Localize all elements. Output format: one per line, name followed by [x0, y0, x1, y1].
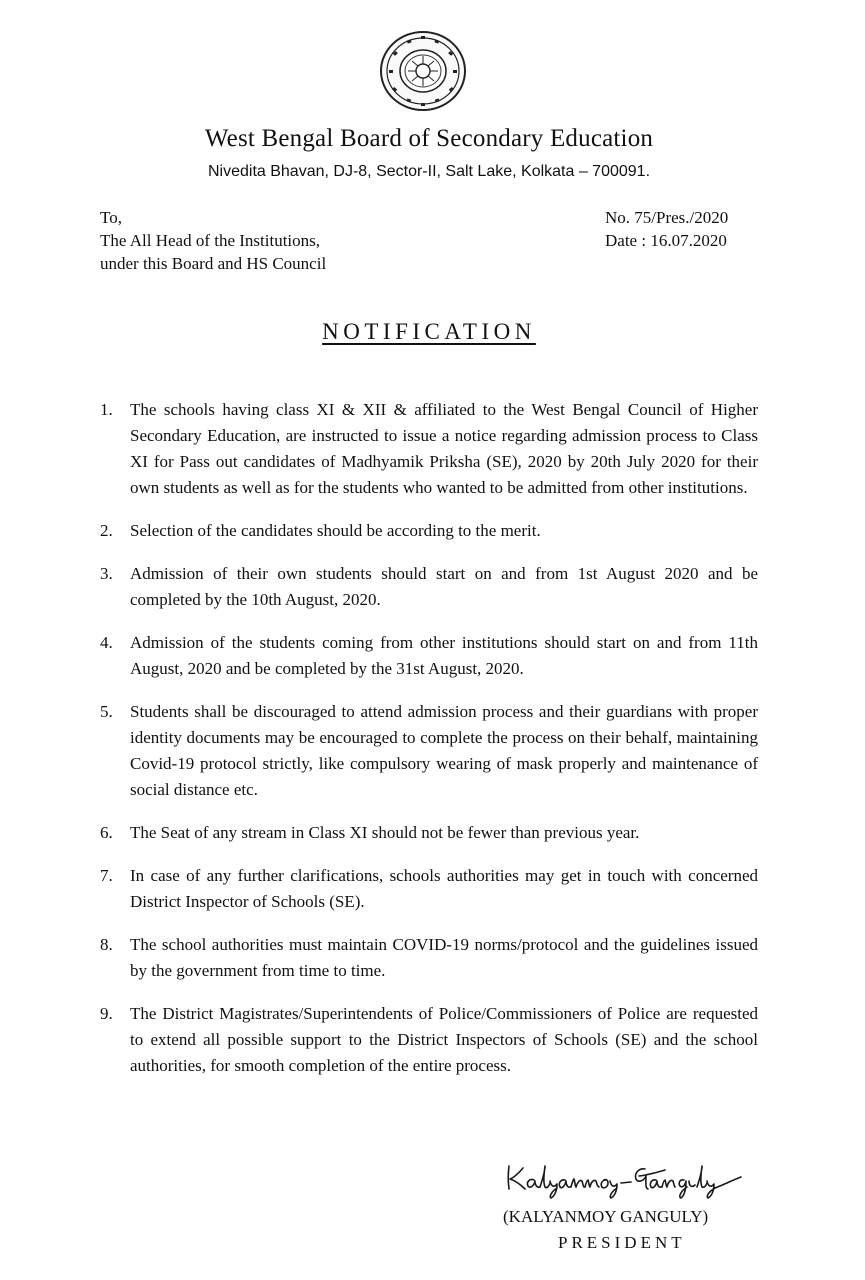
list-item [100, 518, 758, 544]
item-number: 9. [100, 1004, 113, 1023]
item-text: In case of any further clarifications, schools authorities may get in touch with concerned District Inspector of Schools (SE). [130, 866, 758, 911]
board-seal-icon [379, 30, 467, 112]
addressee-line: The All Head of the Institutions, [100, 231, 321, 250]
item-text: The District Magistrates/Superintendents of Police/Commissioners of Police are requested to extend all possible support to the District Inspectors of Schools (SE) and the school authorities, for smooth completion of the entire process. [130, 1004, 758, 1075]
addressee-line: under this Board and HS Council [100, 254, 327, 273]
item-text: Students shall be discouraged to attend admission process and their guardians with proper identity documents may be encouraged to complete the process on their behalf, maintaining Covid-19 protocol strictly, like compulsory wearing of mask properly and maintenance of social distance etc. [130, 702, 758, 799]
item-number: 8. [100, 935, 113, 954]
list-item [100, 932, 758, 984]
item-number: 4. [100, 633, 113, 652]
list-item [100, 397, 758, 501]
item-text: The Seat of any stream in Class XI should not be fewer than previous year. [130, 823, 640, 842]
item-text: The school authorities must maintain COVID-19 norms/protocol and the guidelines issued by the government from time to time. [130, 935, 758, 980]
organization-name: West Bengal Board of Secondary Education [204, 125, 654, 152]
item-text: Admission of their own students should start on and from 1st August 2020 and be completed by the 10th August, 2020. [130, 564, 758, 609]
list-item [100, 863, 758, 915]
signature-icon [503, 1158, 748, 1200]
list-item [100, 561, 758, 613]
signatory-name: (KALYANMOY GANGULY) [503, 1207, 709, 1226]
signatory-designation: PRESIDENT [558, 1233, 686, 1252]
notification-items [100, 397, 758, 1096]
addressee-block [100, 206, 326, 275]
item-number: 5. [100, 702, 113, 721]
list-item [100, 630, 758, 682]
addressee-line: To, [100, 208, 122, 227]
item-number: 3. [100, 564, 113, 583]
item-text: Selection of the candidates should be according to the merit. [130, 521, 541, 540]
notification-title: NOTIFICATION [322, 319, 536, 344]
organization-address: Nivedita Bhavan, DJ-8, Sector-II, Salt Lake, Kolkata – 700091. [207, 163, 651, 180]
list-item [100, 820, 758, 846]
reference-date: Date : 16.07.2020 [605, 231, 727, 250]
item-number: 6. [100, 823, 113, 842]
list-item [100, 699, 758, 803]
item-text: The schools having class XI & XII & affiliated to the West Bengal Council of Higher Secondary Education, are instructed to issue a notice regarding admission process to Class XI for Pass out candidates of Madhyamik Priksha (SE), 2020 by 20th July 2020 for their own students as well as for the students who wanted to be admitted from other institutions. [130, 400, 758, 497]
list-item [100, 1001, 758, 1079]
item-text: Admission of the students coming from other institutions should start on and from 11th August, 2020 and be completed by the 31st August, 2020. [130, 633, 758, 678]
item-number: 7. [100, 866, 113, 885]
item-number: 2. [100, 521, 113, 540]
reference-number: No. 75/Pres./2020 [605, 208, 729, 227]
item-number: 1. [100, 400, 113, 419]
reference-block [605, 206, 728, 252]
